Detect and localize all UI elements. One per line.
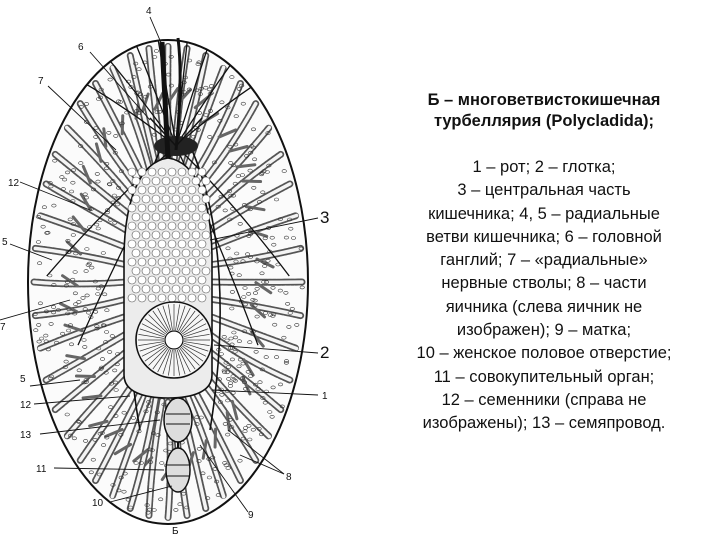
legend-line: изображен); 9 – матка; <box>456 321 632 340</box>
legend-line: 1 – рот; 2 – глотка; <box>472 158 616 176</box>
legend-line: ганглий; 7 – «радиальные» <box>440 251 648 270</box>
caption-title-line-1: Б – многоветвистокишечная <box>427 91 661 109</box>
figure-caption <box>374 90 714 436</box>
label-2: 2 <box>320 343 330 362</box>
label-8: 8 <box>286 472 292 483</box>
label-5-bottom: 5 <box>20 374 26 385</box>
legend-line: ветви кишечника; 6 – головной <box>426 227 662 246</box>
legend-line: 3 – центральная часть <box>457 181 631 200</box>
label-7-bottom: 7 <box>0 322 6 333</box>
panel-letter: Б <box>172 526 179 537</box>
legend-line: 11 – совокупительный орган; <box>433 367 655 386</box>
pharynx <box>136 302 212 378</box>
caption-title <box>374 90 714 132</box>
label-10: 10 <box>92 498 104 509</box>
label-4: 4 <box>146 6 152 17</box>
legend-line: нервные стволы; 8 – части <box>441 274 647 293</box>
label-1: 1 <box>322 391 328 402</box>
label-3: 3 <box>320 208 330 227</box>
caption-legend <box>374 156 714 436</box>
label-7-top: 7 <box>38 76 44 87</box>
legend-line: яичника (слева яичник не <box>445 297 643 316</box>
legend-line: изображены); 13 – семяпровод. <box>422 414 666 433</box>
caption-title-line-2: турбеллярия (Polycladida); <box>433 112 655 130</box>
legend-line: 10 – женское половое отверстие; <box>416 344 672 363</box>
label-6: 6 <box>78 42 84 53</box>
legend-line: кишечника; 4, 5 – радиальные <box>428 204 660 223</box>
label-9: 9 <box>248 510 254 521</box>
legend-line: 12 – семенники (справа не <box>441 390 647 409</box>
label-11: 11 <box>36 464 47 475</box>
label-13: 13 <box>20 430 32 441</box>
label-12-top: 12 <box>8 178 20 189</box>
label-12-bottom: 12 <box>20 400 32 411</box>
label-5-top: 5 <box>2 237 8 248</box>
